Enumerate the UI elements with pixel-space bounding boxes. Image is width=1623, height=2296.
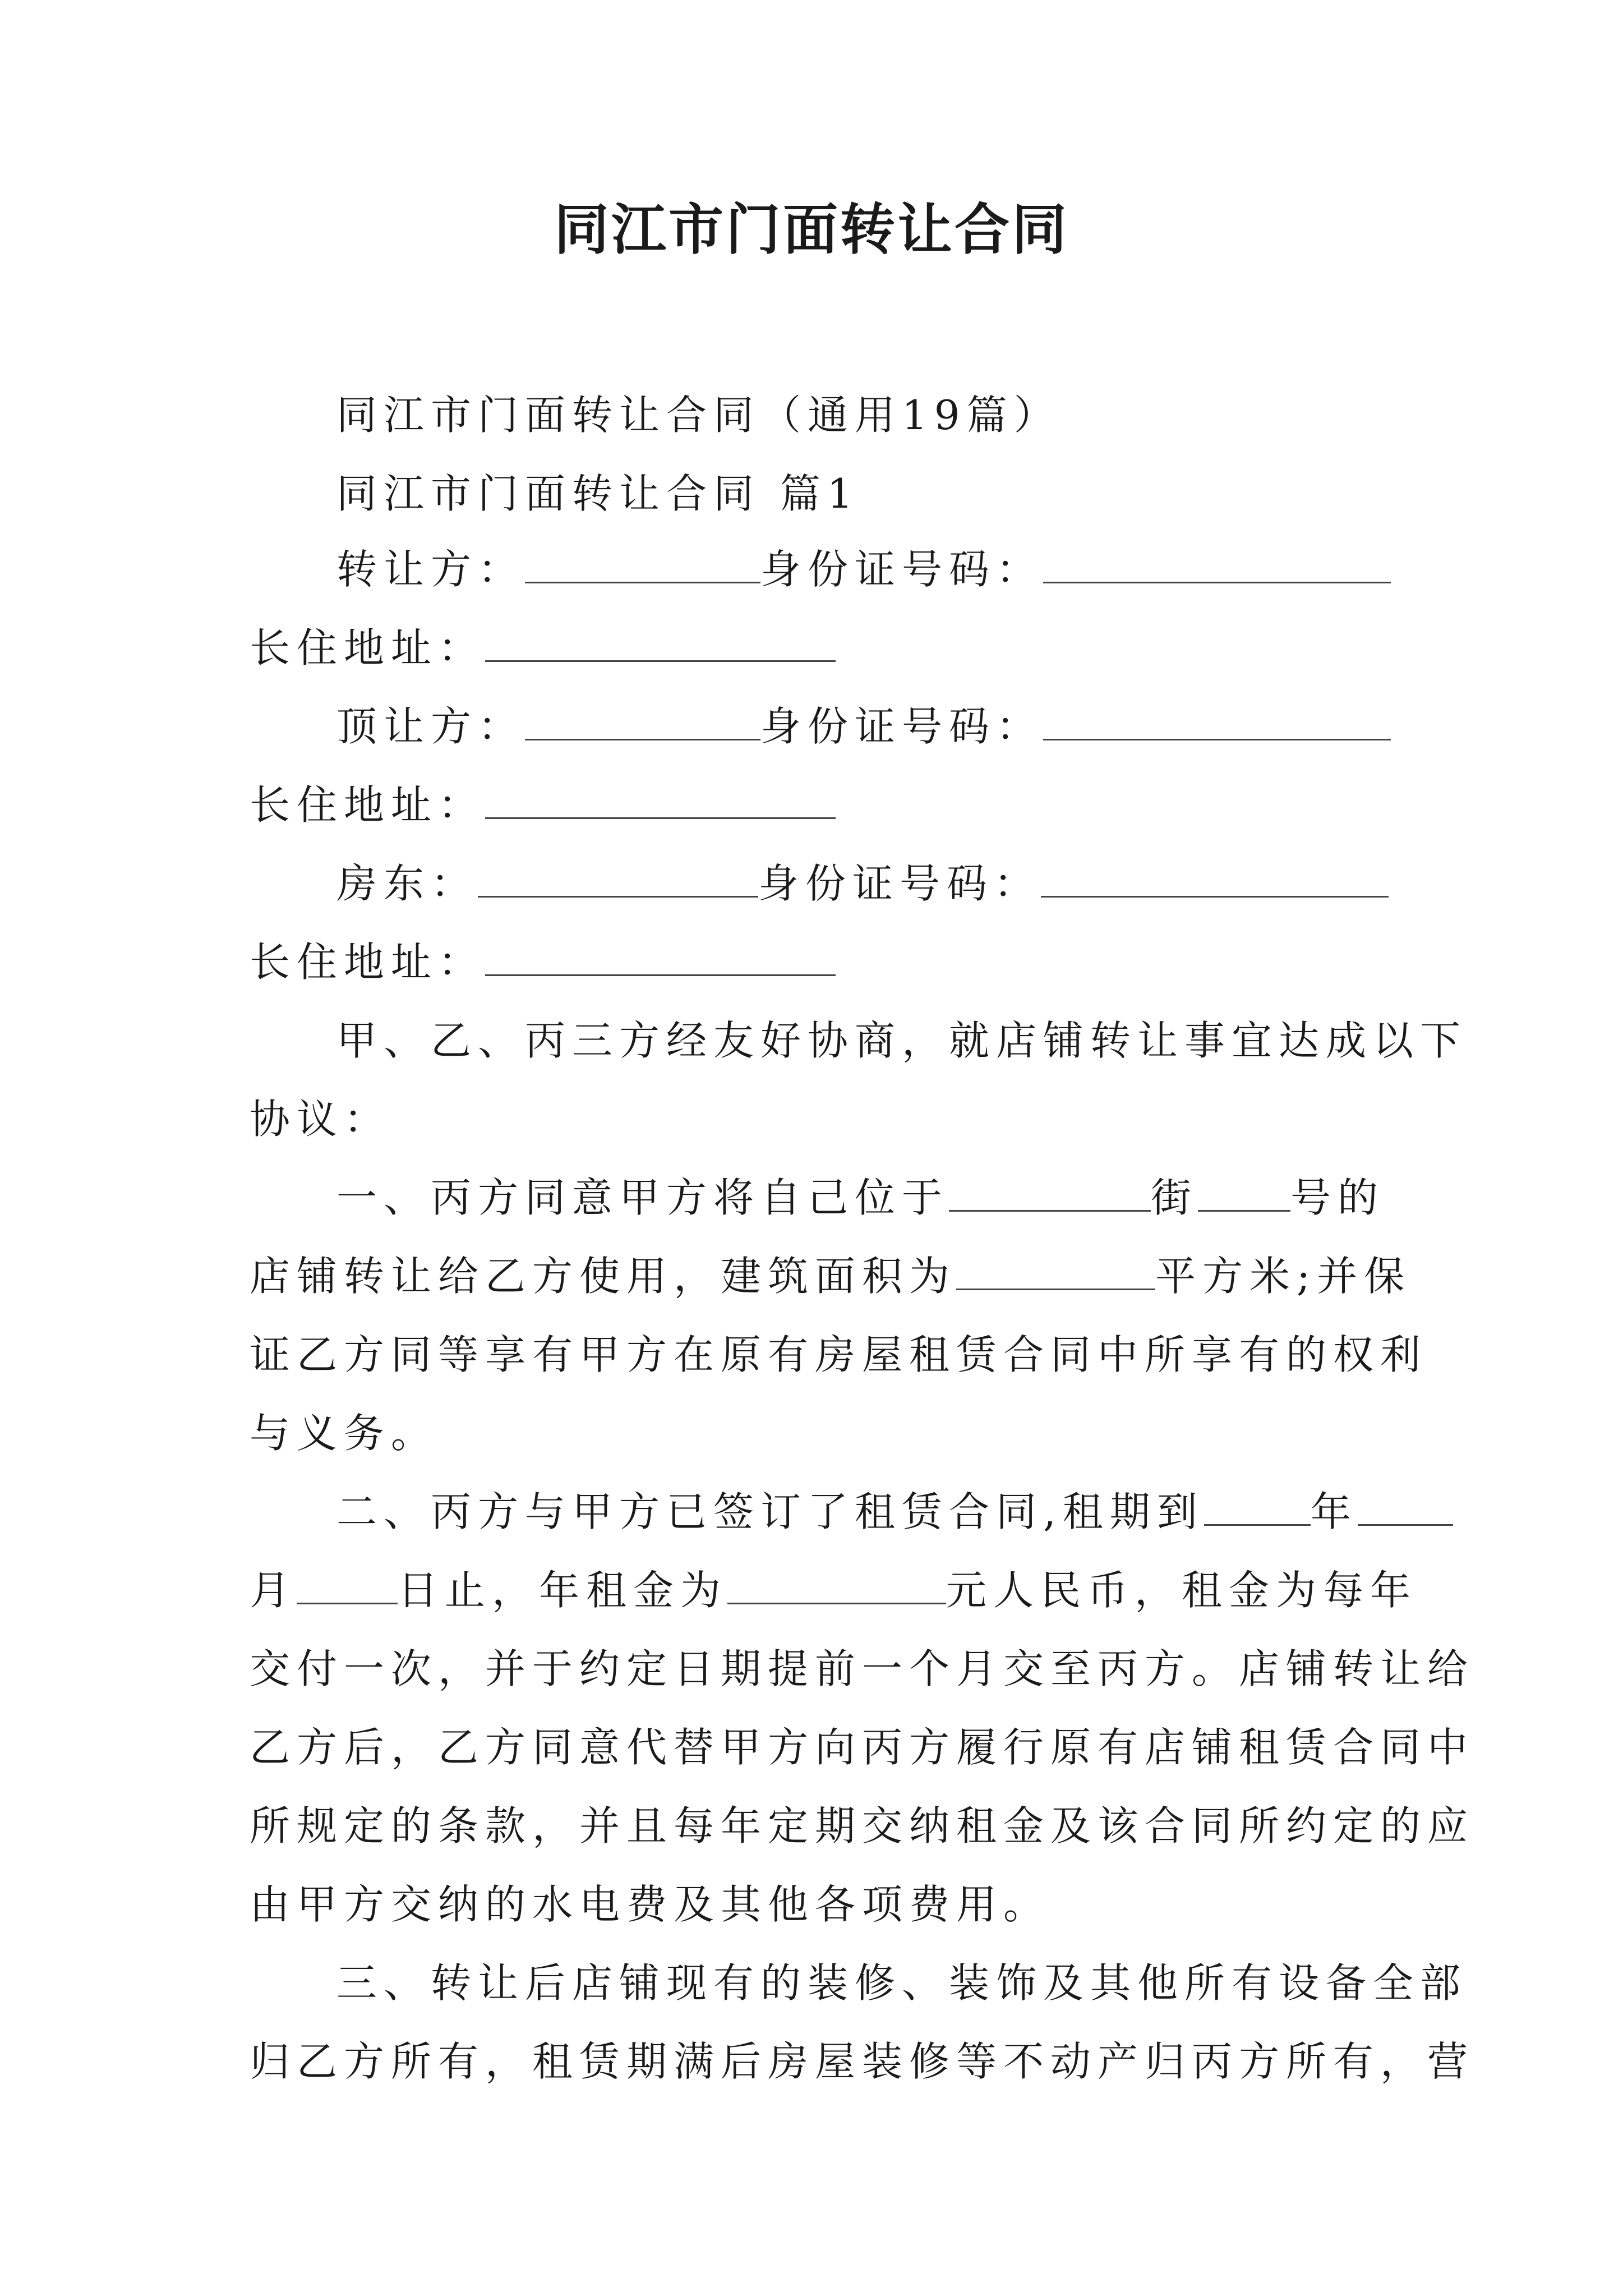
landlord-row (336, 855, 1389, 912)
transferee-address-blank (485, 783, 836, 819)
part-heading: 同江市门面转让合同 篇1 (336, 470, 860, 517)
clause1-line-3: 证乙方同等享有甲方在原有房屋租赁合同中所享有的权利 (250, 1331, 1428, 1378)
transferor-id-blank (1043, 547, 1391, 583)
landlord-id-label: 身份证号码： (758, 860, 1041, 907)
landlord-label: 房东： (336, 860, 478, 907)
landlord-id-blank (1041, 861, 1389, 898)
transferee-id-label: 身份证号码： (760, 703, 1044, 750)
clause2-line-6: 由甲方交纳的水电费及其他各项费用。 (250, 1881, 1051, 1928)
clause2-text-a: 二、丙方与甲方已签订了租赁合同,租期到 (336, 1488, 1204, 1535)
clause1-line-4: 与义务。 (250, 1410, 439, 1457)
transferor-id-label: 身份证号码： (760, 546, 1044, 593)
transferor-address-label: 长住地址： (250, 624, 486, 671)
preamble-line-1: 甲、乙、丙三方经友好协商，就店铺转让事宜达成以下 (336, 1017, 1468, 1064)
transferee-id-blank (1043, 704, 1391, 740)
clause1-text-b: 街 (1151, 1174, 1198, 1221)
clause1-line-1 (336, 1170, 1385, 1226)
document-title: 同江市门面转让合同 (554, 197, 1069, 262)
transferor-row (336, 541, 1391, 597)
number-blank (1198, 1175, 1290, 1212)
clause2-line-5: 所规定的条款，并且每年定期交纳租金及该合同所约定的应 (250, 1802, 1475, 1849)
clause1-text-c: 号的 (1290, 1174, 1385, 1221)
landlord-address-blank (485, 940, 836, 976)
year-blank (1204, 1489, 1311, 1526)
clause3-line-2: 归乙方所有，租赁期满后房屋装修等不动产归丙方所有，营 (250, 2038, 1475, 2085)
clause2-line-3: 交付一次，并于约定日期提前一个月交至丙方。店铺转让给 (250, 1645, 1475, 1692)
clause2-line-4: 乙方后，乙方同意代替甲方向丙方履行原有店铺租赁合同中 (250, 1724, 1475, 1771)
area-blank (956, 1254, 1155, 1290)
day-blank (297, 1568, 398, 1604)
preamble-line-2: 协议： (250, 1096, 391, 1143)
clause2-line-2 (250, 1562, 1417, 1618)
transferee-address-label: 长住地址： (250, 781, 486, 829)
document-subtitle: 同江市门面转让合同（通用19篇） (336, 392, 1061, 439)
clause1-line-2 (250, 1248, 1411, 1304)
transferee-row (336, 698, 1391, 754)
clause2-line-1 (336, 1484, 1453, 1540)
rent-blank (727, 1568, 946, 1604)
clause2-text-b: 年 (1310, 1488, 1358, 1535)
clause1-text-d: 店铺转让给乙方使用，建筑面积为 (250, 1253, 957, 1300)
month-blank-start (1358, 1489, 1453, 1526)
transferee-label: 顶让方： (336, 703, 525, 750)
street-blank (949, 1175, 1151, 1212)
landlord-name-blank (478, 861, 758, 898)
landlord-address-label: 长住地址： (250, 938, 486, 986)
clause3-line-1: 三、转让后店铺现有的装修、装饰及其他所有设备全部 (336, 1959, 1468, 2007)
clause2-text-c: 月 (250, 1567, 297, 1614)
clause2-text-e: 元人民币，租金为每年 (946, 1567, 1418, 1614)
transferor-address-row (250, 620, 836, 676)
clause1-text-a: 一、丙方同意甲方将自己位于 (336, 1174, 949, 1221)
landlord-address-row (250, 934, 836, 990)
transferor-address-blank (485, 625, 836, 662)
transferor-label: 转让方： (336, 546, 525, 593)
transferor-name-blank (525, 547, 760, 583)
transferee-name-blank (525, 704, 760, 740)
clause2-text-d: 日止，年租金为 (398, 1567, 728, 1614)
transferee-address-row (250, 777, 836, 833)
clause1-text-e: 平方米;并保 (1155, 1253, 1412, 1300)
